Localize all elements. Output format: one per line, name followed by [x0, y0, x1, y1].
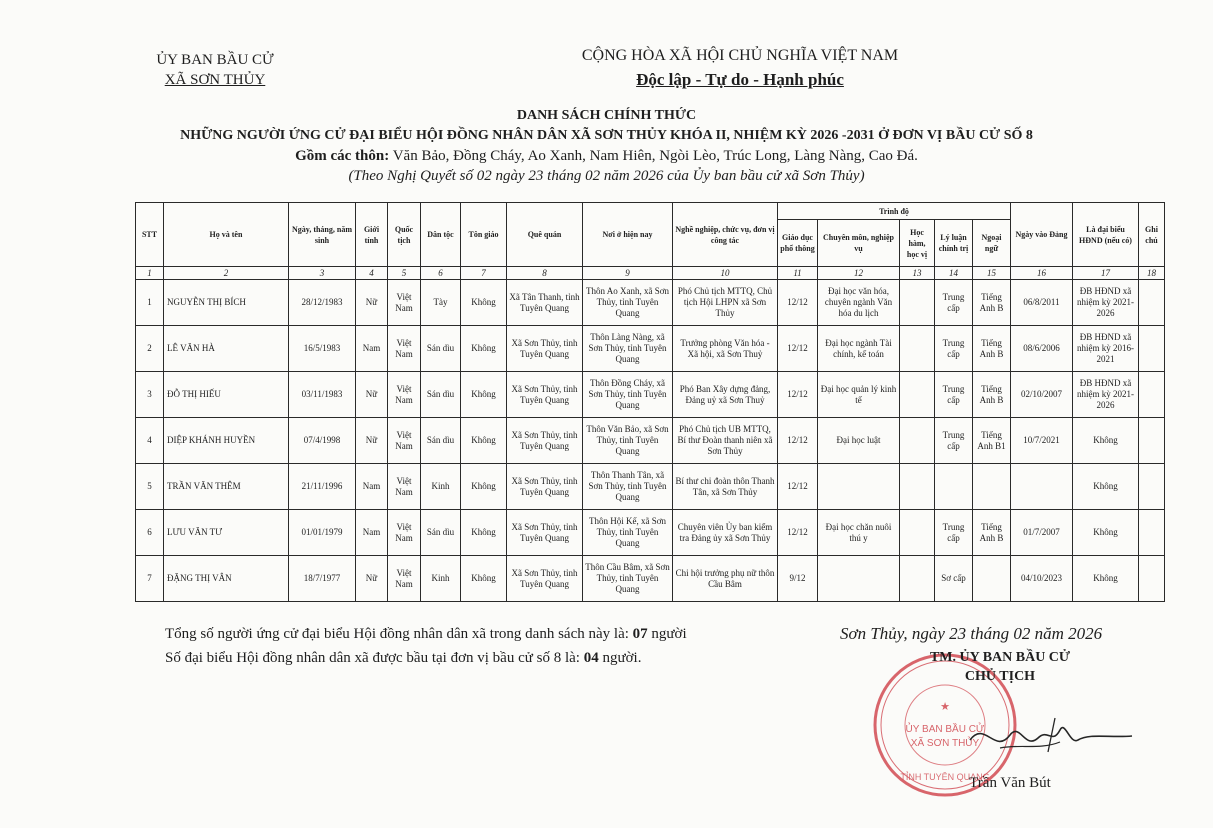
col-name: Họ và tên	[164, 203, 289, 267]
elected-suffix: người.	[602, 650, 642, 666]
cell-political: Trung cấp	[935, 372, 973, 418]
resolution-reference: (Theo Nghị Quyết số 02 ngày 23 tháng 02 năm 2026 của Ủy ban bầu cử xã Sơn Thủy)	[348, 168, 865, 184]
col-note: Ghi chú	[1139, 203, 1165, 267]
cell-ethnicity: Kinh	[421, 464, 461, 510]
cell-gender: Nữ	[356, 280, 388, 326]
col-stt: STT	[136, 203, 164, 267]
col-dob: Ngày, tháng, năm sinh	[289, 203, 356, 267]
cell-religion: Không	[461, 280, 507, 326]
cell-party-date: 04/10/2023	[1011, 556, 1073, 602]
cell-occupation: Phó Chủ tịch UB MTTQ, Bí thư Đoàn thanh niên xã Sơn Thủy	[673, 418, 778, 464]
total-candidates-line	[165, 626, 687, 643]
cell-gender: Nam	[356, 464, 388, 510]
column-number: 16	[1011, 267, 1073, 280]
cell-specialty: Đại học văn hóa, chuyên ngành Văn hóa du lịch	[818, 280, 900, 326]
col-education-group: Trình độ	[778, 203, 1011, 220]
cell-note	[1139, 510, 1165, 556]
column-number: 15	[973, 267, 1011, 280]
column-number: 14	[935, 267, 973, 280]
cell-political: Trung cấp	[935, 418, 973, 464]
signing-organization: TM. ỦY BAN BẦU CỬ	[929, 650, 1071, 665]
cell-residence: Thôn Ao Xanh, xã Sơn Thủy, tỉnh Tuyên Quang	[583, 280, 673, 326]
cell-occupation: Phó Ban Xây dựng đảng, Đảng uỷ xã Sơn Thuỷ	[673, 372, 778, 418]
cell-delegate: ĐB HĐND xã nhiệm kỳ 2021-2026	[1073, 372, 1139, 418]
cell-general-edu: 12/12	[778, 280, 818, 326]
cell-name: LƯU VĂN TƯ	[164, 510, 289, 556]
issuing-authority	[145, 50, 285, 90]
authority-line1: ỦY BAN BẦU CỬ	[156, 52, 274, 68]
column-number-row	[136, 267, 1165, 280]
cell-name: DIỆP KHÁNH HUYỀN	[164, 418, 289, 464]
cell-nationality: Việt Nam	[388, 418, 421, 464]
cell-gender: Nữ	[356, 418, 388, 464]
cell-political: Trung cấp	[935, 280, 973, 326]
cell-political: Trung cấp	[935, 510, 973, 556]
cell-gender: Nữ	[356, 556, 388, 602]
col-ethnicity: Dân tộc	[421, 203, 461, 267]
cell-language	[973, 464, 1011, 510]
column-number: 17	[1073, 267, 1139, 280]
cell-religion: Không	[461, 372, 507, 418]
cell-specialty	[818, 556, 900, 602]
cell-dob: 18/7/1977	[289, 556, 356, 602]
col-residence: Nơi ở hiện nay	[583, 203, 673, 267]
cell-dob: 16/5/1983	[289, 326, 356, 372]
cell-political: Trung cấp	[935, 326, 973, 372]
cell-note	[1139, 464, 1165, 510]
cell-delegate: Không	[1073, 464, 1139, 510]
cell-stt: 4	[136, 418, 164, 464]
cell-name: ĐỖ THỊ HIẾU	[164, 372, 289, 418]
cell-academic	[900, 510, 935, 556]
column-number: 4	[356, 267, 388, 280]
svg-text:ỦY BAN BẦU CỬ: ỦY BAN BẦU CỬ	[905, 724, 985, 735]
cell-language	[973, 556, 1011, 602]
document-subtitle: NHỮNG NGƯỜI ỨNG CỬ ĐẠI BIỂU HỘI ĐỒNG NHÂN DÂN XÃ SƠN THỦY KHÓA II, NHIỆM KỲ 2026 -2031 Ở ĐƠN VỊ BẦU CỬ SỐ 8	[180, 128, 1033, 143]
cell-language: Tiếng Anh B1	[973, 418, 1011, 464]
cell-general-edu: 12/12	[778, 372, 818, 418]
cell-note	[1139, 372, 1165, 418]
total-prefix: Tổng số người ứng cử đại biểu Hội đồng nhân dân xã trong danh sách này là:	[165, 626, 629, 642]
column-number: 3	[289, 267, 356, 280]
total-value: 07	[632, 626, 648, 642]
elected-seats-line	[165, 650, 641, 667]
cell-language: Tiếng Anh B	[973, 372, 1011, 418]
villages-label: Gồm các thôn:	[295, 148, 390, 164]
cell-general-edu: 12/12	[778, 510, 818, 556]
cell-gender: Nữ	[356, 372, 388, 418]
villages-line	[0, 148, 1213, 165]
col-general-edu: Giáo dục phổ thông	[778, 220, 818, 267]
cell-specialty: Đại học quản lý kinh tế	[818, 372, 900, 418]
cell-specialty: Đại học luật	[818, 418, 900, 464]
national-header	[540, 44, 940, 92]
svg-text:XÃ SƠN THỦY: XÃ SƠN THỦY	[910, 738, 980, 749]
cell-hometown: Xã Sơn Thủy, tỉnh Tuyên Quang	[507, 464, 583, 510]
cell-academic	[900, 372, 935, 418]
column-number: 6	[421, 267, 461, 280]
svg-text:★: ★	[940, 701, 950, 713]
cell-hometown: Xã Sơn Thủy, tỉnh Tuyên Quang	[507, 418, 583, 464]
col-occupation: Nghề nghiệp, chức vụ, đơn vị công tác	[673, 203, 778, 267]
cell-party-date: 08/6/2006	[1011, 326, 1073, 372]
cell-note	[1139, 418, 1165, 464]
cell-stt: 1	[136, 280, 164, 326]
cell-ethnicity: Sán dìu	[421, 418, 461, 464]
cell-specialty: Đại học chăn nuôi thú y	[818, 510, 900, 556]
column-number: 9	[583, 267, 673, 280]
cell-hometown: Xã Tân Thanh, tỉnh Tuyên Quang	[507, 280, 583, 326]
cell-religion: Không	[461, 326, 507, 372]
cell-stt: 7	[136, 556, 164, 602]
cell-dob: 03/11/1983	[289, 372, 356, 418]
cell-occupation: Bí thư chi đoàn thôn Thanh Tân, xã Sơn Thủy	[673, 464, 778, 510]
table-row	[136, 556, 1165, 602]
cell-specialty: Đại học ngành Tài chính, kế toán	[818, 326, 900, 372]
column-number: 13	[900, 267, 935, 280]
cell-language: Tiếng Anh B	[973, 326, 1011, 372]
cell-ethnicity: Sán dìu	[421, 326, 461, 372]
cell-hometown: Xã Sơn Thủy, tỉnh Tuyên Quang	[507, 326, 583, 372]
cell-stt: 5	[136, 464, 164, 510]
cell-party-date	[1011, 464, 1073, 510]
cell-party-date: 06/8/2011	[1011, 280, 1073, 326]
total-suffix: người	[651, 626, 687, 642]
cell-note	[1139, 280, 1165, 326]
cell-ethnicity: Kinh	[421, 556, 461, 602]
cell-name: NGUYỄN THỊ BÍCH	[164, 280, 289, 326]
cell-gender: Nam	[356, 326, 388, 372]
signer-name: Trần Văn Bút	[969, 775, 1051, 791]
cell-dob: 21/11/1996	[289, 464, 356, 510]
cell-academic	[900, 326, 935, 372]
cell-residence: Thôn Đồng Cháy, xã Sơn Thủy, tỉnh Tuyên Quang	[583, 372, 673, 418]
cell-residence: Thôn Văn Bảo, xã Sơn Thủy, tỉnh Tuyên Quang	[583, 418, 673, 464]
column-number: 7	[461, 267, 507, 280]
elected-value: 04	[583, 650, 599, 666]
cell-nationality: Việt Nam	[388, 556, 421, 602]
table-row	[136, 464, 1165, 510]
col-language: Ngoại ngữ	[973, 220, 1011, 267]
cell-academic	[900, 280, 935, 326]
cell-ethnicity: Tày	[421, 280, 461, 326]
cell-general-edu: 12/12	[778, 464, 818, 510]
column-number: 10	[673, 267, 778, 280]
column-number: 18	[1139, 267, 1165, 280]
table-row	[136, 418, 1165, 464]
cell-general-edu: 12/12	[778, 418, 818, 464]
col-academic: Học hàm, học vị	[900, 220, 935, 267]
document-title: DANH SÁCH CHÍNH THỨC	[516, 108, 697, 123]
col-nationality: Quốc tịch	[388, 203, 421, 267]
cell-residence: Thôn Thanh Tân, xã Sơn Thủy, tỉnh Tuyên Quang	[583, 464, 673, 510]
cell-nationality: Việt Nam	[388, 464, 421, 510]
column-number: 1	[136, 267, 164, 280]
cell-name: ĐẶNG THỊ VÂN	[164, 556, 289, 602]
cell-dob: 01/01/1979	[289, 510, 356, 556]
cell-language: Tiếng Anh B	[973, 280, 1011, 326]
cell-nationality: Việt Nam	[388, 326, 421, 372]
cell-residence: Thôn Cầu Bâm, xã Sơn Thủy, tỉnh Tuyên Quang	[583, 556, 673, 602]
cell-gender: Nam	[356, 510, 388, 556]
cell-hometown: Xã Sơn Thủy, tỉnh Tuyên Quang	[507, 556, 583, 602]
cell-religion: Không	[461, 464, 507, 510]
elected-prefix: Số đại biểu Hội đồng nhân dân xã được bầu tại đơn vị bầu cử số 8 là:	[165, 650, 580, 666]
cell-occupation: Phó Chủ tịch MTTQ, Chủ tịch Hội LHPN xã Sơn Thủy	[673, 280, 778, 326]
villages-value: Văn Bảo, Đồng Cháy, Ao Xanh, Nam Hiên, Ngòi Lèo, Trúc Long, Làng Nàng, Cao Đá.	[392, 148, 918, 164]
column-number: 12	[818, 267, 900, 280]
cell-stt: 3	[136, 372, 164, 418]
col-party-date: Ngày vào Đảng	[1011, 203, 1073, 267]
cell-academic	[900, 556, 935, 602]
cell-hometown: Xã Sơn Thủy, tỉnh Tuyên Quang	[507, 372, 583, 418]
cell-party-date: 01/7/2007	[1011, 510, 1073, 556]
cell-dob: 28/12/1983	[289, 280, 356, 326]
national-motto: Độc lập - Tự do - Hạnh phúc	[636, 70, 844, 89]
cell-religion: Không	[461, 510, 507, 556]
column-number: 5	[388, 267, 421, 280]
column-number: 11	[778, 267, 818, 280]
cell-name: LÊ VĂN HÀ	[164, 326, 289, 372]
cell-residence: Thôn Làng Nàng, xã Sơn Thủy, tỉnh Tuyên Quang	[583, 326, 673, 372]
cell-religion: Không	[461, 418, 507, 464]
cell-language: Tiếng Anh B	[973, 510, 1011, 556]
cell-academic	[900, 418, 935, 464]
cell-occupation: Trưởng phòng Văn hóa - Xã hội, xã Sơn Thuỷ	[673, 326, 778, 372]
cell-political: Sơ cấp	[935, 556, 973, 602]
national-name: CỘNG HÒA XÃ HỘI CHỦ NGHĨA VIỆT NAM	[581, 47, 899, 64]
col-gender: Giới tính	[356, 203, 388, 267]
cell-party-date: 10/7/2021	[1011, 418, 1073, 464]
col-religion: Tôn giáo	[461, 203, 507, 267]
table-row	[136, 510, 1165, 556]
cell-note	[1139, 326, 1165, 372]
table-header-row	[136, 203, 1165, 220]
table-row	[136, 372, 1165, 418]
cell-specialty	[818, 464, 900, 510]
cell-hometown: Xã Sơn Thủy, tỉnh Tuyên Quang	[507, 510, 583, 556]
column-number: 2	[164, 267, 289, 280]
col-specialty: Chuyên môn, nghiệp vụ	[818, 220, 900, 267]
cell-name: TRẦN VĂN THÊM	[164, 464, 289, 510]
col-delegate: Là đại biểu HĐND (nếu có)	[1073, 203, 1139, 267]
cell-nationality: Việt Nam	[388, 280, 421, 326]
cell-religion: Không	[461, 556, 507, 602]
cell-delegate: ĐB HĐND xã nhiệm kỳ 2016-2021	[1073, 326, 1139, 372]
authority-line2: XÃ SƠN THỦY	[164, 72, 266, 88]
cell-stt: 6	[136, 510, 164, 556]
issue-date: Sơn Thủy, ngày 23 tháng 02 năm 2026	[840, 624, 1103, 643]
cell-ethnicity: Sán dìu	[421, 510, 461, 556]
table-row	[136, 280, 1165, 326]
cell-occupation: Chuyên viên Ủy ban kiểm tra Đảng ủy xã Sơn Thủy	[673, 510, 778, 556]
cell-delegate: Không	[1073, 556, 1139, 602]
cell-delegate: ĐB HĐND xã nhiệm kỳ 2021-2026	[1073, 280, 1139, 326]
handwritten-signature	[960, 700, 1140, 770]
cell-nationality: Việt Nam	[388, 510, 421, 556]
cell-note	[1139, 556, 1165, 602]
table-row	[136, 326, 1165, 372]
cell-nationality: Việt Nam	[388, 372, 421, 418]
cell-occupation: Chi hội trưởng phụ nữ thôn Cầu Bâm	[673, 556, 778, 602]
cell-political	[935, 464, 973, 510]
cell-ethnicity: Sán dìu	[421, 372, 461, 418]
cell-delegate: Không	[1073, 418, 1139, 464]
cell-stt: 2	[136, 326, 164, 372]
cell-general-edu: 12/12	[778, 326, 818, 372]
col-political: Lý luận chính trị	[935, 220, 973, 267]
candidate-table	[135, 202, 1165, 602]
cell-academic	[900, 464, 935, 510]
signing-role: CHỦ TỊCH	[964, 669, 1036, 684]
col-hometown: Quê quán	[507, 203, 583, 267]
column-number: 8	[507, 267, 583, 280]
cell-party-date: 02/10/2007	[1011, 372, 1073, 418]
svg-text:TỈNH TUYÊN QUANG: TỈNH TUYÊN QUANG	[900, 772, 990, 782]
cell-dob: 07/4/1998	[289, 418, 356, 464]
table-body	[136, 267, 1165, 602]
cell-general-edu: 9/12	[778, 556, 818, 602]
cell-delegate: Không	[1073, 510, 1139, 556]
cell-residence: Thôn Hội Kế, xã Sơn Thủy, tỉnh Tuyên Quang	[583, 510, 673, 556]
